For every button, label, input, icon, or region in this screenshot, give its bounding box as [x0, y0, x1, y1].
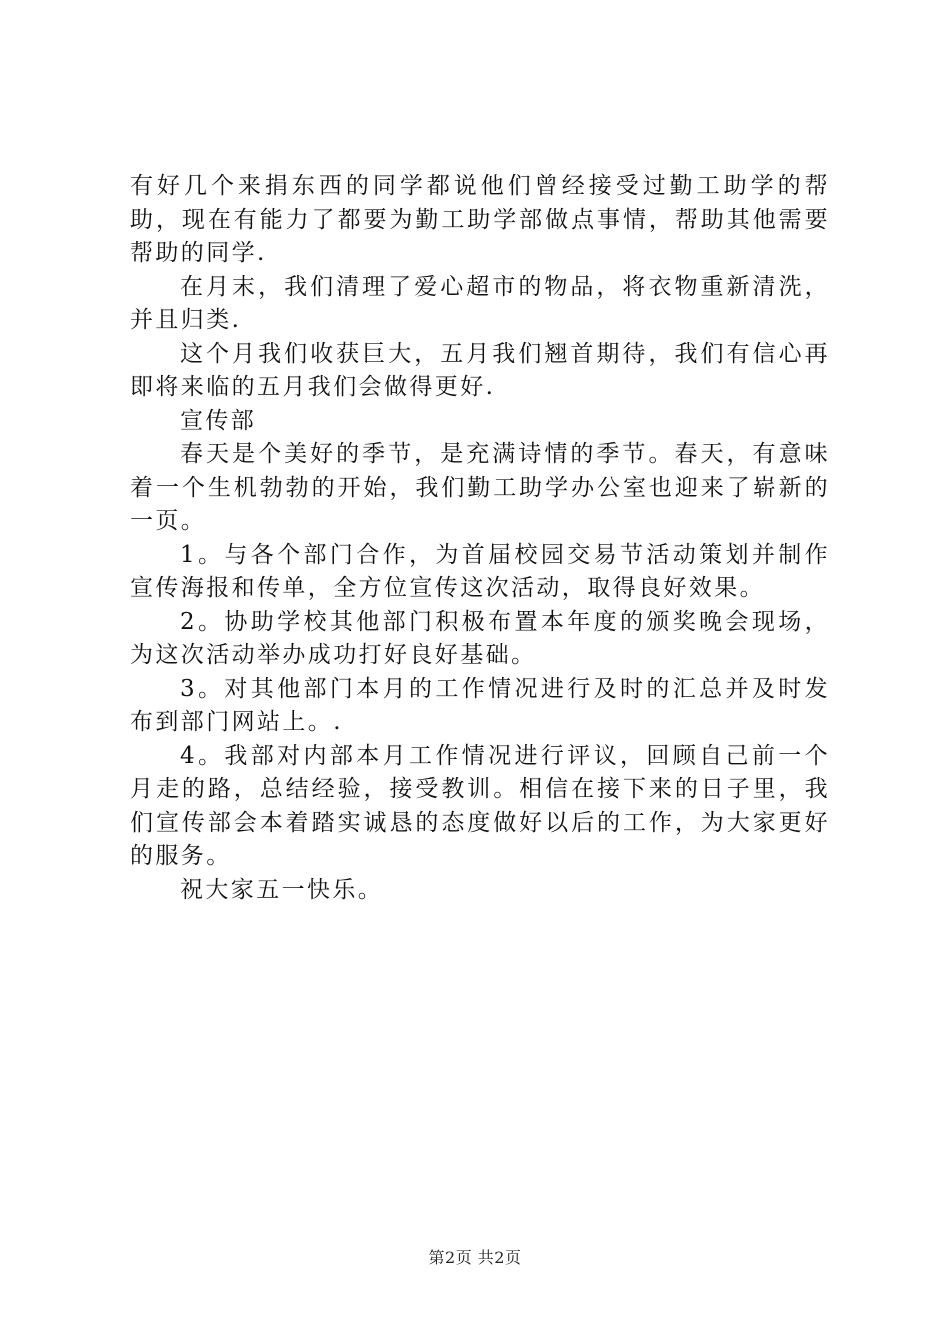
paragraph-5: 春天是个美好的季节，是充满诗情的季节。春天，有意味着一个生机勃勃的开始，我们勤工助学办公室也迎来了崭新的一页。 [130, 441, 830, 534]
closing-greeting: 祝大家五一快乐。 [180, 876, 384, 903]
document-body [130, 170, 830, 907]
list-item-1: 1。与各个部门合作，为首届校园交易节活动策划并制作宣传海报和传单，全方位宣传这次活动，取得良好效果。 [130, 541, 830, 601]
page-number-footer: 第2页 共2页 [428, 1248, 522, 1267]
list-item-2: 2。协助学校其他部门积极布置本年度的颁奖晚会现场，为这次活动举办成功打好良好基础。 [130, 608, 830, 668]
paragraph-1: 有好几个来捐东西的同学都说他们曾经接受过勤工助学的帮助，现在有能力了都要为勤工助学部做点事情，帮助其他需要帮助的同学. [130, 173, 830, 266]
paragraph-2: 在月末，我们清理了爱心超市的物品，将衣物重新清洗，并且归类. [130, 273, 830, 333]
list-item-4: 4。我部对内部本月工作情况进行评议，回顾自己前一个月走的路，总结经验，接受教训。相信在接下来的日子里，我们宣传部会本着踏实诚恳的态度做好以后的工作，为大家更好的服务。 [130, 742, 830, 869]
paragraph-3: 这个月我们收获巨大，五月我们翘首期待，我们有信心再即将来临的五月我们会做得更好. [130, 340, 830, 400]
list-item-3: 3。对其他部门本月的工作情况进行及时的汇总并及时发布到部门网站上。. [130, 675, 830, 735]
section-heading-publicity: 宣传部 [180, 407, 257, 434]
